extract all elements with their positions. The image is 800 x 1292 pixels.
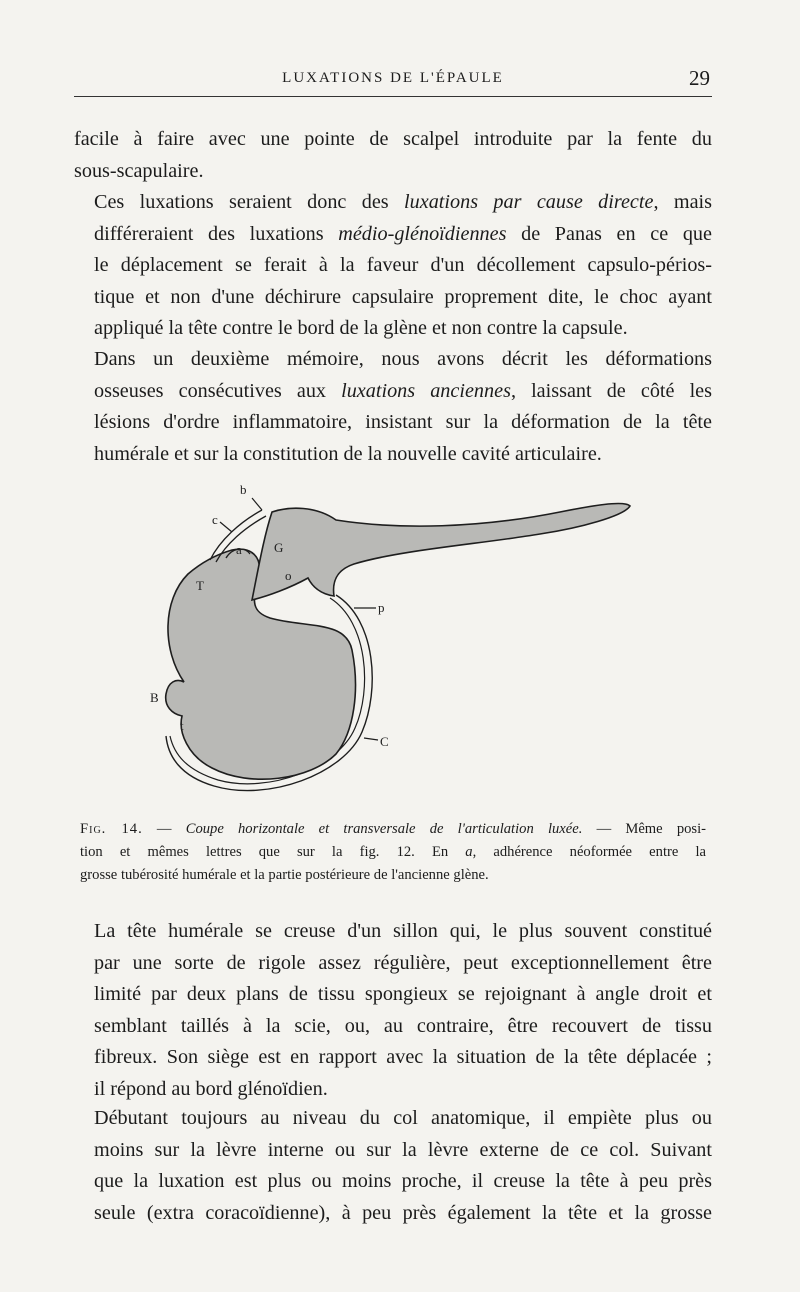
italic-term: luxations anciennes — [341, 379, 511, 402]
text-line: différeraient des luxations médio-glénoïdiennes de Panas en ce que — [94, 222, 712, 245]
caption-title: Coupe horizontale et transversale de l'articulation luxée. — [185, 821, 583, 837]
caption-line: tion et mêmes lettres que sur la fig. 12. En a, adhérence néoformée entre la — [80, 844, 706, 860]
text-line: La tête humérale se creuse d'un sillon qui, le plus souvent constitué — [94, 920, 712, 942]
text-line: que la luxation est plus ou moins proche, il creuse la tête à peu près — [94, 1170, 712, 1192]
paragraph-5 — [74, 1103, 712, 1229]
label-B: B — [150, 690, 159, 705]
text-line: sous-scapulaire. — [74, 159, 204, 182]
label-c-small: c — [212, 512, 218, 527]
paragraph-4 — [74, 916, 712, 1105]
text-line: limité par deux plans de tissu spongieux se rejoignant à angle droit et — [94, 983, 712, 1005]
text-line: semblant taillés à la scie, ou, au contraire, être recouvert de tissu — [94, 1014, 712, 1037]
paragraph-1 — [74, 124, 712, 187]
paragraph-3 — [74, 344, 712, 470]
label-T: T — [196, 578, 204, 593]
text-line: Ces luxations seraient donc des luxations par cause directe, mais — [94, 191, 712, 213]
leader-line-c-small — [220, 522, 232, 532]
label-a: a — [236, 542, 242, 557]
figure-caption — [80, 818, 706, 887]
text-line: lésions d'ordre inflammatoire, insistant sur la déformation de la tête — [94, 411, 712, 433]
text-line: moins sur la lèvre interne ou sur la lèvre externe de ce col. Suivant — [94, 1138, 712, 1161]
label-t: t — [180, 718, 184, 733]
text-line: facile à faire avec une pointe de scalpel introduite par la fente du — [74, 128, 712, 150]
caption-line: grosse tubérosité humérale et la partie postérieure de l'ancienne glène. — [80, 867, 489, 883]
text-line: il répond au bord glénoïdien. — [94, 1077, 328, 1100]
paragraph-2 — [74, 187, 712, 345]
anatomical-figure — [140, 470, 640, 810]
caption-line: Fig. 14. — Coupe horizontale et transversale de l'articulation luxée. — Même posi- — [80, 821, 707, 837]
italic-term: luxations par cause directe — [404, 191, 654, 213]
running-title: LUXATIONS DE L'ÉPAULE — [282, 70, 504, 86]
text-line: osseuses consécutives aux luxations anciennes, laissant de côté les — [94, 379, 712, 402]
label-p: p — [378, 600, 385, 615]
text-line: fibreux. Son siège est en rapport avec la situation de la tête déplacée ; — [94, 1046, 712, 1068]
figure-number: Fig. 14. — [80, 821, 143, 837]
label-G: G — [274, 540, 284, 555]
page-number: 29 — [689, 66, 710, 90]
text-line: Débutant toujours au niveau du col anatomique, il empiète plus ou — [94, 1107, 712, 1129]
label-b: b — [240, 482, 247, 497]
leader-line-b — [252, 498, 262, 510]
scapula-glenoid — [252, 504, 630, 600]
label-C: C — [380, 734, 389, 749]
text-line: par une sorte de rigole assez régulière, peut exceptionnellement être — [94, 951, 712, 974]
shoulder-section-drawing — [140, 470, 640, 810]
text-line: seule (extra coracoïdienne), à peu près également la tête et la grosse — [94, 1201, 712, 1224]
leader-line-c — [364, 738, 378, 740]
text-line: appliqué la tête contre le bord de la glène et non contre la capsule. — [94, 317, 628, 339]
label-o: o — [285, 568, 292, 583]
text-line: tique et non d'une déchirure capsulaire proprement dite, le choc ayant — [94, 285, 712, 308]
text-line: humérale et sur la constitution de la nouvelle cavité articulaire. — [94, 442, 602, 465]
text-line: le déplacement se ferait à la faveur d'un décollement capsulo-périos- — [94, 254, 712, 276]
text-line: Dans un deuxième mémoire, nous avons décrit les déformations — [94, 348, 712, 370]
running-head — [74, 66, 712, 97]
italic-term: médio-glénoïdiennes — [338, 222, 507, 245]
